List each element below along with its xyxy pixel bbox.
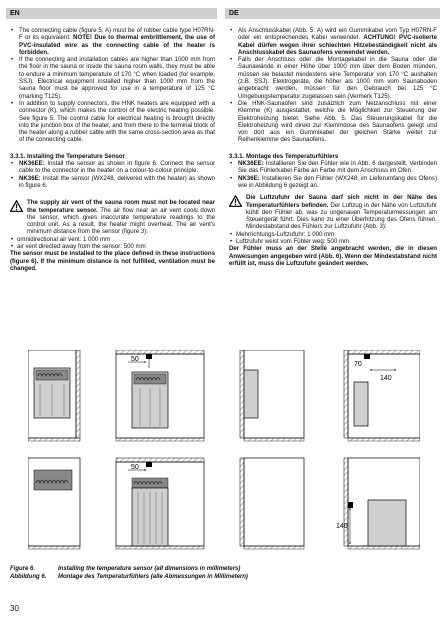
list-item: • In addition to supply connectors, the HNK heaters are equipped with a connector (K), which makes the control of the electric heating possible. See figure 5. The control cable for electrical heating is brought directly into the junction box of the heater, and from there to the terminal block of the heater along a rubber cable with the same cross-section area as that of the connecting cable. — [10, 100, 215, 144]
warning-icon — [10, 200, 23, 212]
list-item: • Luftzufuhr weist vom Fühler weg: 500 mm — [229, 238, 437, 245]
list-item: • NK36E: Installieren Sie den Fühler (WX248, im Lieferumfang des Ofens) wie in Abbildung 6 gezeigt an. — [229, 175, 437, 190]
list-item: • NK36E: Install the sensor (WX248, delivered with the heater) as shown in figure 6. — [10, 175, 215, 190]
warning-block: Die Luftzufuhr der Sauna darf sich nicht in der Nähe des Temperaturfühlers befinden. Der Luftzug in der Nähe von Luftzufuhr kühlt den Fühler ab, was zu ungenauen Temperaturmessungen am Steuergerät führt. Dies kann zu einer Überhitzung des Ofens führen. Mindestabstand des Fühlers zur Luftzufuhr (Abb. 3): — [229, 194, 437, 230]
air-vent-list — [229, 231, 437, 246]
list-item: • Falls der Anschluss oder die Montagekabel in die Sauna oder die Saunawände in einer Höhe über 1000 mm über dem Boden münden, müssen sie belastet mindestens eine Temperatur von 170 °C aushalten (z.B. SSJ). Elektrogeräte, die höher als 1000 mm vom Saunaboden angebracht werden, müssen für den Gebrauch bei 125 °C Umgebungstemperatur zugelassen sein (Vermerk T125). — [229, 56, 437, 100]
list-item: • Mehrrichtungs-Luftzufuhr: 1 000 mm — [229, 231, 437, 238]
list-item: • Als Anschlusskabel (Abb. 5: A) wird ein Gummikabel vom Typ H07RN-F oder ein entsprechendes Kabel verwendet. ACHTUNG! PVC-isolierte Kabel dürfen wegen ihrer schlechten Hitzebeständigkeit nicht als Anschlusskabel des Saunaofens verwendet werden. — [229, 27, 437, 56]
sensor-list — [229, 160, 437, 189]
figure-caption — [10, 566, 248, 581]
page-number: 30 — [10, 604, 19, 613]
dimension-label: 140 — [336, 523, 348, 530]
figure-panel-floor-sensor — [336, 458, 420, 549]
german-bullet-list — [229, 27, 437, 144]
dimension-label: 50 — [131, 464, 139, 471]
language-header-de: DE — [225, 8, 440, 19]
warning-icon — [229, 195, 242, 207]
figure-panel-heater-sensor — [116, 458, 204, 549]
list-item: • The connecting cable (figure 5: A) must be of rubber cable type H07RN-F or its equivalent. NOTE! Due to thermal embrittlement, the use of PVC-insulated wire as the connecting cable of the heater is forbidden. — [10, 27, 215, 56]
final-note: Der Fühler muss an der Stelle angebracht werden, die in diesen Anweisungen angegeben wird (Abb. 6). Wenn der Mindestabstand nicht erfüllt ist, muss die Luftzufuhr geändert werden. — [229, 245, 437, 267]
german-column — [229, 27, 437, 267]
figure-panel-side-view-floor — [240, 458, 304, 549]
caption-de: Abbildung 6. Montage des Temperaturfühlers (alle Abmessungen in Millimetern) — [10, 573, 248, 580]
dimension-label: 140 — [380, 375, 392, 382]
figure-panel-floor-heater — [28, 458, 80, 549]
caption-en: Figure 6. Installing the temperature sensor (all dimensions in millimeters) — [10, 566, 241, 572]
section-heading: 3.3.1. Montage des Temperaturfühlers — [229, 152, 339, 160]
dimension-label: 70 — [354, 361, 362, 368]
figure-panel-wall-sensor — [344, 350, 420, 441]
list-item: • If the connecting and installation cables are higher than 1000 mm from the floor in the sauna or inside the sauna room walls, they must be able to endure a minimum temperature of 170 °C when loaded (for example, SSJ). Electrical equipment installed higher than 1000 mm from the sauna floor must be approved for use in a temperature of 125 °C (marking T125). — [10, 56, 215, 100]
list-item: • air vent directed away from the sensor: 500 mm — [10, 243, 215, 250]
list-item: • omnidirectional air vent: 1 000 mm — [10, 236, 215, 243]
figure-panel-side-view — [240, 350, 304, 441]
section-heading: 3.3.1. Installing the Temperature Sensor — [10, 152, 126, 160]
figure-panel-sensor-ceiling — [116, 350, 204, 441]
list-item: • NK36EE: Installieren Sie den Fühler wie in Abb. 6 dargestellt. Verbinden Sie das Fühlerkabel Farbe an Farbe mit dem Anschluss im Ofen. — [229, 160, 437, 175]
figure-panel-wall-heater — [28, 350, 80, 441]
air-vent-list — [10, 236, 215, 251]
final-note: The sensor must be installed to the place defined in these instructions (figure 6). If the minimum distance is not fulfilled, ventilation must be changed. — [10, 250, 215, 272]
list-item: • Die HNK-Saunaöfen sind zusätzlich zum Netzanschluss mit einer Klemme (K) ausgestattet, welche die Möglichkeit zur Steuerung der Elektroheizung bietet. Siehe Abb. 5. Das Steuerungskabel für die Elektroheizung wird direkt zur Klemmdose des Saunaofens gelegt und von dort aus ein Gummikabel der gleichen Stärke weiter zur Reihenklemme des Saunaofens. — [229, 100, 437, 144]
list-item: • NK36EE: Install the sensor as shown in figure 6. Connect the sensor cable to the connector in the heater on a colour-to-colour principle. — [10, 160, 215, 175]
english-bullet-list — [10, 27, 215, 144]
dimension-label: 50 — [131, 356, 139, 363]
sensor-list — [10, 160, 215, 189]
english-column — [10, 27, 215, 272]
sensor-installation-figure — [28, 350, 420, 550]
warning-block: The supply air vent of the sauna room must not be located near the temperature sensor. The air flow near an air vent cools down the sensor, which gives inaccurate temperature readings to the control unit. As a result, the heater might overheat. The air vent's minimum distance from the sensor (figure 3): — [10, 199, 215, 235]
language-header-en: EN — [6, 8, 217, 19]
